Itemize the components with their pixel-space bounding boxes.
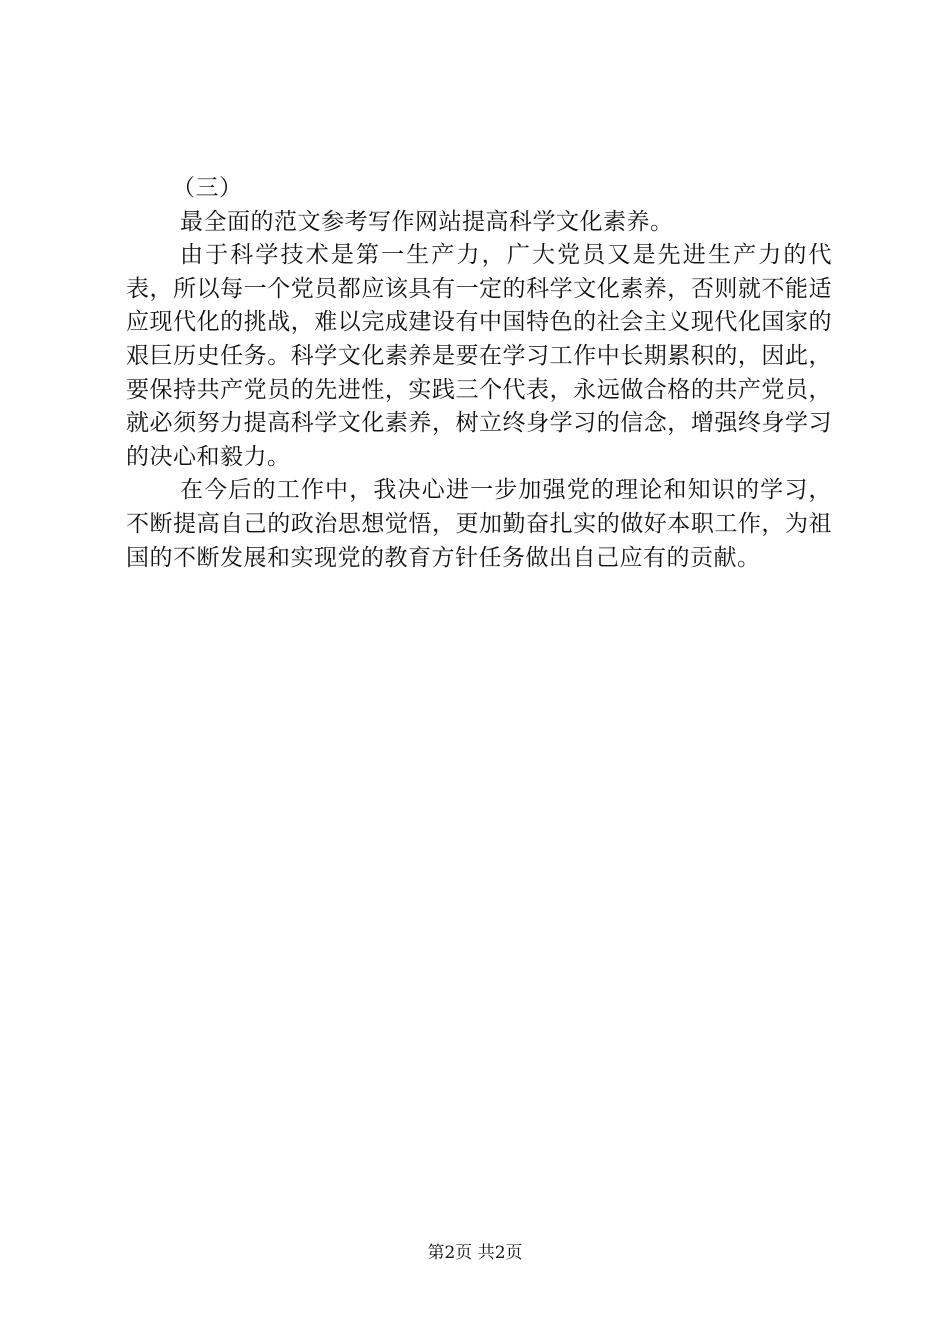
paragraph-intro: 最全面的范文参考写作网站提高科学文化素养。 [180,208,674,235]
section-heading: （三） [172,175,243,201]
paragraph-science-literacy: 由于科学技术是第一生产力，广大党员又是先进生产力的代表，所以每一个党员都应该具有一定的科学文化素养，否则就不能适应现代化的挑战，难以完成建设有中国特色的社会主义现代化国家的艰巨历史任务。科学文化素养是要在学习工作中长期累积的，因此，要保持共产党员的先进性，实践三个代表，永远做合格的共产党员，就必须努力提高科学文化素养，树立终身学习的信念，增强终身学习的决心和毅力。 [126,242,832,470]
document-body [126,172,832,575]
paragraph-resolution: 在今后的工作中，我决心进一步加强党的理论和知识的学习，不断提高自己的政治思想觉悟，更加勤奋扎实的做好本职工作，为祖国的不断发展和实现党的教育方针任务做出自己应有的贡献。 [126,477,832,571]
page-number-footer: 第2页 共2页 [427,1243,523,1263]
